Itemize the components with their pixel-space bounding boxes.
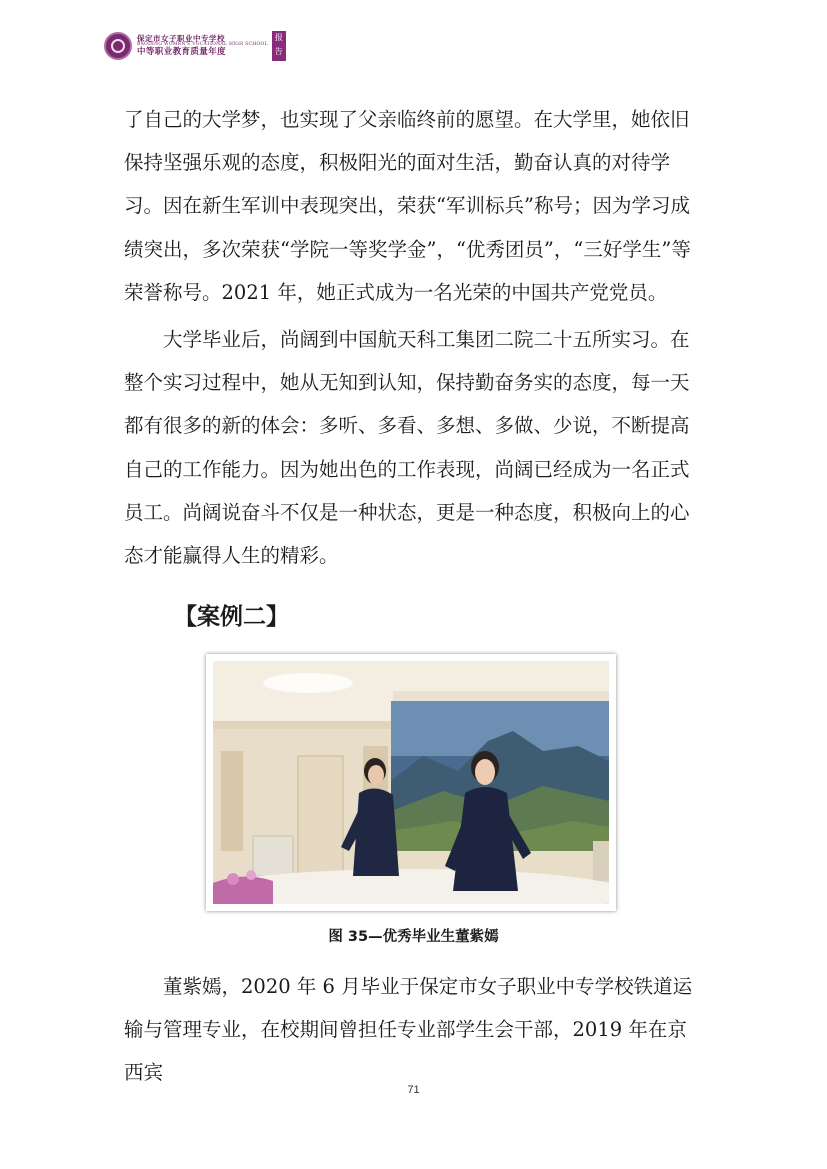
school-name: 保定市女子职业中专学校 bbox=[137, 34, 225, 44]
paragraph-1: 了自己的大学梦，也实现了父亲临终前的愿望。在大学里，她依旧保持坚强乐观的态度，积极阳光的面对生活，勤奋认真的对待学习。因在新生军训中表现突出，荣获“军训标兵”称号；因为学习成绩突出，多次荣获“学院一等奖学金”，“优秀团员”，“三好学生”等荣誉称号。2021 年，她正式成为一名光荣的中国共产党党员。 bbox=[124, 108, 691, 304]
paragraph-2: 大学毕业后，尚阔到中国航天科工集团二院二十五所实习。在整个实习过程中，她从无知到认知，保持勤奋务实的态度，每一天都有很多的新的体会：多听、多看、多想、多做、少说，不断提高自己的工作能力。因为她出色的工作表现，尚阔已经成为一名正式员工。尚阔说奋斗不仅是一种状态，更是一种态度，积极向上的心态才能赢得人生的精彩。 bbox=[124, 328, 690, 568]
photo-illustration bbox=[213, 661, 609, 904]
header-text bbox=[137, 35, 268, 57]
case-heading: 【案例二】 bbox=[174, 604, 289, 630]
graduate-photo bbox=[206, 654, 616, 911]
report-title: 中等职业教育质量年度 bbox=[137, 46, 227, 57]
page-header bbox=[104, 30, 286, 62]
report-tag: 报告 bbox=[272, 31, 286, 61]
school-logo bbox=[104, 32, 132, 60]
figure-caption: 图 35—优秀毕业生董紫嫣 bbox=[328, 929, 499, 945]
paragraph-3: 董紫嫣，2020 年 6 月毕业于保定市女子职业中专学校铁道运输与管理专业，在校期间曾担任专业部学生会干部，2019 年在京西宾 bbox=[124, 975, 693, 1085]
page-number: 71 bbox=[407, 1084, 420, 1096]
school-name-en: BAODING WOMEN'S VOCATIONAL HIGH SCHOOL bbox=[137, 42, 268, 48]
